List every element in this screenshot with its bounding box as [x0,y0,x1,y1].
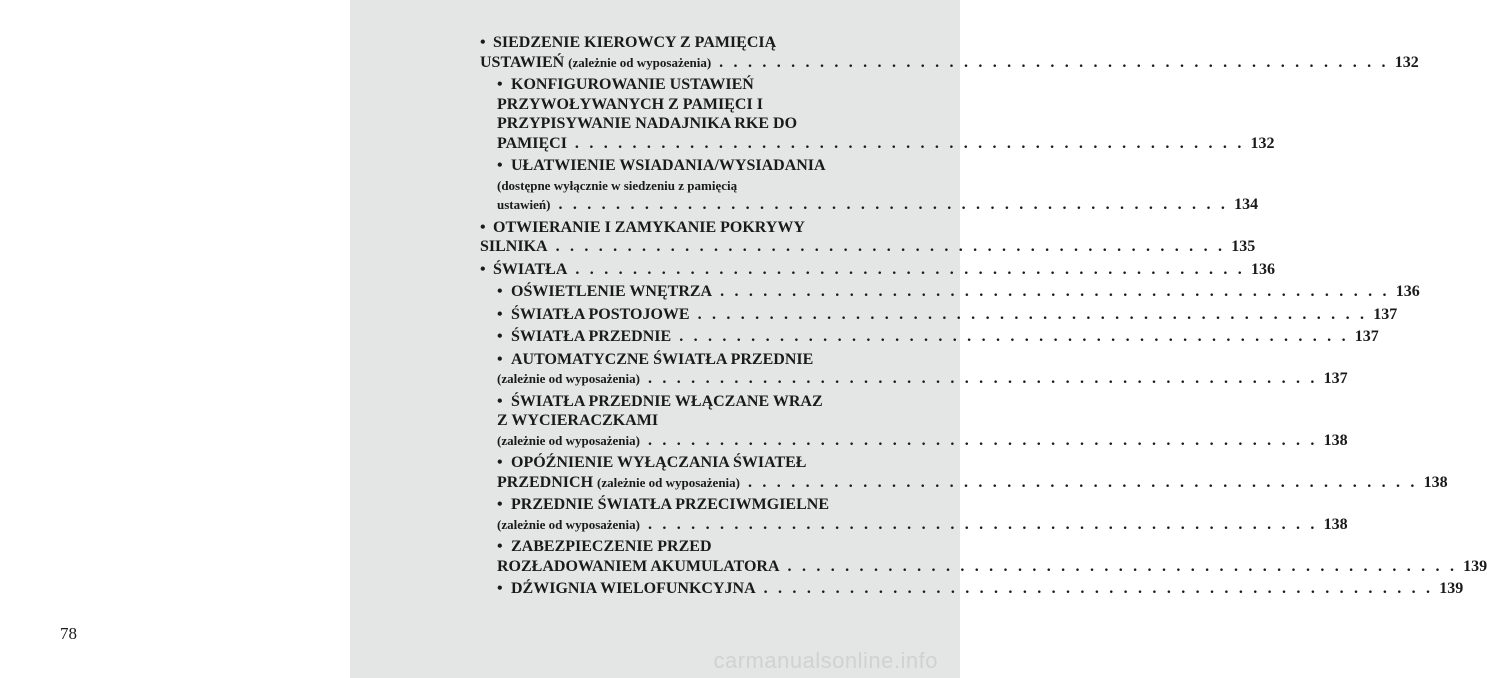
bullet-icon: • [480,218,486,236]
toc-entry-text: • PRZEDNIE ŚWIATŁA PRZECIWMGIELNE [497,496,829,513]
dot-leader: . . . . . . . . . . . . . . . . . . . . . . . . . . . . . . . . . . . . . . . . . . . . . . . [719,53,1389,71]
toc-entry-note: (zależnie od wyposażenia) [497,432,640,448]
toc-entry [480,218,1256,257]
toc-entry-text: SILNIKA [480,238,548,255]
toc-page-number: 137 [1323,370,1348,387]
toc-entry [497,305,1398,325]
toc-entry-note: (zależnie od wyposażenia) [497,516,640,532]
toc-page-number: 137 [1373,305,1398,323]
toc-entry [497,350,1348,389]
toc-entry-text: • UŁATWIENIE WSIADANIA/WYSIADANIA [497,157,826,174]
toc-entry-text: ŚWIATŁA POSTOJOWE [511,305,690,323]
toc-entry-text: • SIEDZENIE KIEROWCY Z PAMIĘCIĄ [480,34,777,51]
bullet-icon: • [497,454,503,471]
toc-entry-text: • ŚWIATŁA PRZEDNIE WŁĄCZANE WRAZ [497,392,823,410]
dot-leader: . . . . . . . . . . . . . . . . . . . . . . . . . . . . . . . . . . . . . . . . . . . . . . . [748,473,1418,491]
toc-page-number: 137 [1354,328,1379,345]
toc-page-number: 135 [1231,238,1256,255]
toc-entry-note: (zależnie od wyposażenia) [497,371,640,386]
dot-leader: . . . . . . . . . . . . . . . . . . . . . . . . . . . . . . . . . . . . . . . . . . . . . . . [575,260,1245,278]
toc-page-number: 136 [1395,283,1420,300]
toc-entry [497,156,1259,215]
dot-leader: . . . . . . . . . . . . . . . . . . . . . . . . . . . . . . . . . . . . . . . . . . . . . . . [763,580,1434,597]
toc-entry [497,327,1379,347]
toc-entry [497,579,1464,599]
dot-leader: . . . . . . . . . . . . . . . . . . . . . . . . . . . . . . . . . . . . . . . . . . . . . . . [720,283,1390,300]
toc-entry [480,260,1275,280]
toc-entry-text: PRZYPISYWANIE NADAJNIKA RKE DO [497,115,798,132]
toc-entry [497,282,1420,302]
toc-entry [497,392,1348,451]
toc-entry-note: (zależnie od wyposażenia) [568,54,712,70]
bullet-icon: • [480,260,486,278]
toc-entry [497,75,1275,153]
page-number: 78 [60,624,77,643]
toc-entry-note: (zależnie od wyposażenia) [597,474,740,490]
toc-entry-text: • ZABEZPIECZENIE PRZED [497,538,712,555]
bullet-icon: • [497,538,503,555]
toc-entry-note: (dostępne wyłącznie w siedzeniu z pamięcią [497,177,738,193]
toc-page-number: 132 [1394,53,1419,71]
toc-entry-text: OŚWIETLENIE WNĘTRZA [511,283,713,300]
dot-leader: . . . . . . . . . . . . . . . . . . . . . . . . . . . . . . . . . . . . . . . . . . . . . . . [555,238,1226,255]
watermark: carmanualsonline.info [713,648,938,673]
bullet-icon: • [497,580,503,597]
toc-entry-text: PRZYWOŁYWANYCH Z PAMIĘCI I [497,95,763,113]
toc-page-number: 139 [1439,580,1464,597]
toc-page-number: 136 [1251,260,1275,278]
toc-entry-text: • AUTOMATYCZNE ŚWIATŁA PRZEDNIE [497,350,814,368]
toc-entry-text: ŚWIATŁA [493,260,568,278]
toc-entry-text: PAMIĘCI [497,134,567,152]
toc-entry-text: • KONFIGUROWANIE USTAWIEŃ [497,76,754,93]
bullet-icon: • [497,496,503,513]
left-page [0,0,350,678]
toc-entry [497,495,1348,534]
toc-entry-text: • OTWIERANIE I ZAMYKANIE POKRYWY [480,218,805,236]
bullet-icon: • [497,157,503,174]
dot-leader: . . . . . . . . . . . . . . . . . . . . . . . . . . . . . . . . . . . . . . . . . . . . . . . [697,305,1368,323]
table-of-contents [480,33,1487,602]
dot-leader: . . . . . . . . . . . . . . . . . . . . . . . . . . . . . . . . . . . . . . . . . . . . . . . [574,134,1245,152]
toc-page-number: 138 [1323,431,1348,449]
dot-leader: . . . . . . . . . . . . . . . . . . . . . . . . . . . . . . . . . . . . . . . . . . . . . . . [679,328,1349,345]
dot-leader: . . . . . . . . . . . . . . . . . . . . . . . . . . . . . . . . . . . . . . . . . . . . . . . [647,515,1318,533]
toc-entry-text: USTAWIEŃ [480,53,565,71]
toc-entry-text: ŚWIATŁA PRZEDNIE [511,328,672,345]
toc-page-number: 139 [1463,557,1487,575]
dot-leader: . . . . . . . . . . . . . . . . . . . . . . . . . . . . . . . . . . . . . . . . . . . . . . . [647,370,1318,387]
dot-leader: . . . . . . . . . . . . . . . . . . . . . . . . . . . . . . . . . . . . . . . . . . . . . . . [647,431,1318,449]
bullet-icon: • [497,305,503,323]
bullet-icon: • [497,76,503,93]
toc-entry-text: Z WYCIERACZKAMI [497,412,659,429]
bullet-icon: • [497,392,503,410]
toc-entry-text: DŹWIGNIA WIELOFUNKCYJNA [511,580,756,597]
toc-entry-note: ustawień) [497,197,551,212]
dot-leader: . . . . . . . . . . . . . . . . . . . . . . . . . . . . . . . . . . . . . . . . . . . . . . . [787,557,1458,575]
toc-entry-text: ROZŁADOWANIEM AKUMULATORA [497,557,780,575]
toc-entry [497,537,1487,576]
toc-entry-text: • OPÓŹNIENIE WYŁĄCZANIA ŚWIATEŁ [497,454,807,471]
toc-entry [480,33,1419,72]
bullet-icon: • [497,328,503,345]
toc-page-number: 138 [1323,515,1348,533]
bullet-icon: • [497,283,503,300]
bullet-icon: • [497,350,503,368]
bullet-icon: • [480,34,486,51]
toc-page-number: 138 [1423,473,1448,491]
toc-entry-text: PRZEDNICH [497,473,594,491]
toc-entry [497,453,1448,492]
toc-page-number: 132 [1250,134,1275,152]
toc-page-number: 134 [1234,196,1259,213]
dot-leader: . . . . . . . . . . . . . . . . . . . . . . . . . . . . . . . . . . . . . . . . . . . . . . . [558,196,1229,213]
